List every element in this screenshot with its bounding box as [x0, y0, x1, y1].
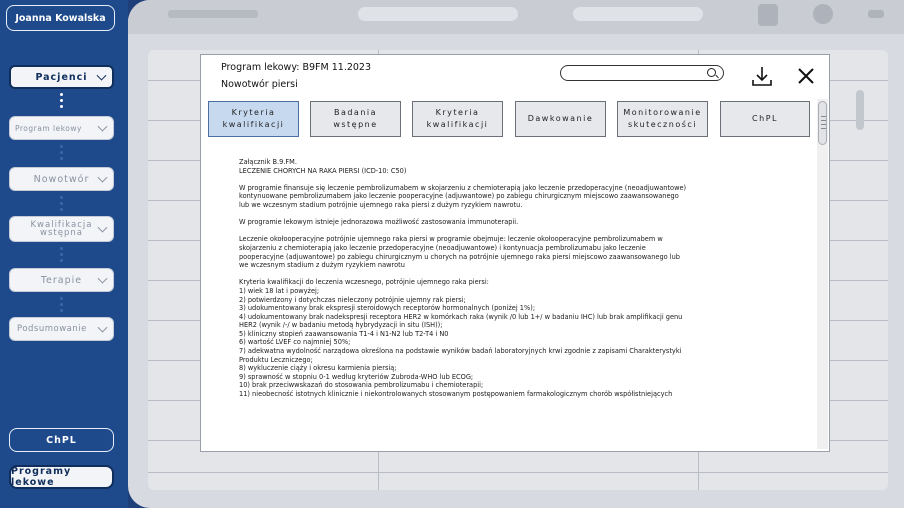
- step-dots: [60, 142, 64, 163]
- download-icon[interactable]: [751, 65, 773, 87]
- paragraph: W programie finansuje się leczenie pembrolizumabem w skojarzeniu z chemioterapią jako leczenie przedoperacyjne (neoadjuwantowe) kontynuowane pembrolizumabem jako leczenie pooperacyjne (adjuwantowe) po zabiegu chirurgicznym miejscowo zaawansowanego lub we wczesnym stadium potrójnie ujemnego raka piersi z dużym ryzykiem nawrotu.: [239, 183, 687, 209]
- program-modal: [200, 54, 830, 452]
- scroll-thumb[interactable]: [818, 101, 827, 145]
- tab-label: kwalifikacji: [426, 120, 489, 129]
- search-icon[interactable]: [707, 68, 716, 77]
- nav-kwalifikacja-label-1: Kwalifikacja: [30, 220, 93, 230]
- nav-pacjenci-label: Pacjenci: [35, 71, 88, 83]
- tab-label: Monitorowanie: [623, 108, 702, 118]
- step-dots: [60, 193, 64, 214]
- search-input[interactable]: [560, 65, 724, 81]
- nav-podsumowanie[interactable]: [9, 317, 114, 341]
- document-content: [239, 158, 799, 451]
- programy-lekowe-button[interactable]: Programy lekowe: [9, 465, 114, 489]
- tab-kryteria-kwalifikacji[interactable]: [208, 101, 299, 137]
- close-icon[interactable]: [797, 67, 815, 85]
- nav-kwalifikacja-label-2: wstępna: [40, 228, 83, 238]
- tab-label: Kryteria: [231, 108, 276, 118]
- nav-kwalifikacja[interactable]: [9, 216, 114, 242]
- tab-label: kwalifikacji: [222, 120, 285, 129]
- step-dots: [60, 294, 64, 315]
- tab-kryteria-kwalifikacji-2[interactable]: [412, 101, 503, 137]
- nav-program-lekowy[interactable]: [9, 116, 114, 140]
- paragraph: Kryteria kwalifikacji do leczenia wczesnego, potrójnie ujemnego raka piersi: 1) wiek 18 lat i powyżej; 2) potwierdzony i dotychczas nieleczony potrójnie ujemny rak piersi; 3) udokumentowany brak ekspresji steroidowych receptorów hormonalnych (poniżej 1%); 4) udokumentowany brak nadekspresji receptora HER2 w komórkach raka (wynik /0 lub 1+/ w badaniu IHC) lub brak amplifikacji genu HER2 (wynik /-/ w badaniu metodą hybrydyzacji in situ (ISH)); 5) kliniczny stopień zaawansowania T1-4 i N1-N2 lub T2-T4 i N0 6) wartość LVEF co najmniej 50%; 7) adekwatna wydolność narządowa określona na podstawie wyników badań laboratoryjnych krwi zgodnie z zapisami Charakterystyki Produktu Leczniczego; 8) wykluczenie ciąży i okresu karmienia piersią; 9) sprawność w stopniu 0-1 według kryteriów Zubroda-WHO lub ECOG; 10) brak przeciwwskazań do stosowania pembrolizumabu i chemioterapii; 11) nieobecność istotnych klinicznie i niekontrolowanych stosowanym postępowaniem farmakologicznym chorób współistniejących: [239, 278, 683, 399]
- tab-badania-wstepne[interactable]: [310, 101, 401, 137]
- step-dots: [60, 244, 64, 265]
- chevron-down-icon: [98, 223, 108, 233]
- nav-program-label: Program lekowy: [15, 123, 82, 133]
- tab-chpl[interactable]: [720, 101, 810, 137]
- tab-label: Dawkowanie: [527, 114, 594, 124]
- nav-podsumowanie-label: Podsumowanie: [17, 324, 87, 334]
- tab-label: ChPL: [752, 114, 778, 124]
- sidebar: [0, 0, 128, 508]
- nav-nowotwor[interactable]: [9, 167, 114, 191]
- paragraph: Załącznik B.9.FM. LECZENIE CHORYCH NA RAKA PIERSI (ICD-10: C50): [239, 158, 407, 175]
- modal-subtitle: Nowotwór piersi: [221, 79, 298, 90]
- scrollbar[interactable]: [817, 99, 828, 449]
- paragraph: Leczenie okołooperacyjne potrójnie ujemnego raka piersi w programie obejmuje: leczenie okołooperacyjne pembrolizumabem w skojarzeniu z chemioterapią jako leczenie przedoperacyjne (neoadjuwantowe) i kontynuacja pembrolizumabu jako leczenie pooperacyjne (adjuwantowe) po zabiegu chirurgicznym u chorych na potrójnie ujemnego raka piersi miejscowo zaawansowanego lub we wczesnym stadium z dużym ryzykiem nawrotu: [239, 235, 680, 270]
- tab-monitorowanie[interactable]: [617, 101, 708, 137]
- tab-dawkowanie[interactable]: [515, 101, 606, 137]
- nav-nowotwor-label: Nowotwór: [33, 173, 90, 185]
- chevron-down-icon: [98, 323, 108, 333]
- chevron-down-icon: [98, 173, 108, 183]
- nav-terapie[interactable]: [9, 268, 114, 292]
- chpl-button[interactable]: ChPL: [9, 428, 114, 452]
- nav-pacjenci[interactable]: [9, 65, 114, 89]
- chevron-down-icon: [97, 71, 107, 81]
- chevron-down-icon: [98, 122, 108, 132]
- step-dots: [60, 90, 64, 111]
- paragraph: W programie lekowym istnieje jednorazowa możliwość zastosowania immunoterapii.: [239, 218, 519, 227]
- tab-label: wstępne: [333, 120, 378, 129]
- tab-label: Badania: [333, 108, 378, 118]
- tab-label: skuteczności: [627, 120, 698, 129]
- tab-label: Kryteria: [435, 108, 480, 118]
- modal-title: Program lekowy: B9FM 11.2023: [221, 62, 372, 73]
- chevron-down-icon: [98, 274, 108, 284]
- background-topbar: [128, 0, 904, 34]
- nav-terapie-label: Terapie: [40, 274, 83, 286]
- user-button[interactable]: Joanna Kowalska: [6, 5, 115, 31]
